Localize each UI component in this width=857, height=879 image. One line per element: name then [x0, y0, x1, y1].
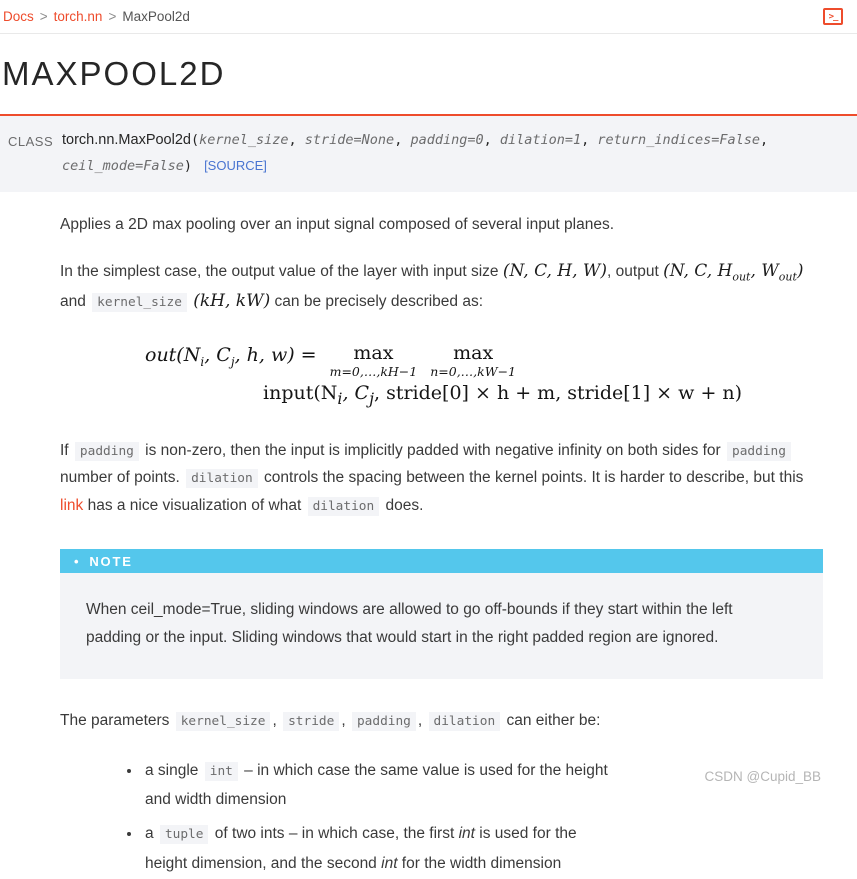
- note-label: NOTE: [89, 553, 133, 569]
- param-separator: ,: [581, 132, 598, 148]
- max-limit-m: m=0,…,kH−1: [329, 363, 418, 379]
- signature-line-1: [62, 128, 843, 153]
- param-ceil-mode: ceil_mode=False: [62, 158, 184, 174]
- code-padding: padding: [75, 442, 139, 461]
- param-separator: ,: [483, 132, 500, 148]
- param-kernel-size: kernel_size: [199, 132, 289, 148]
- breadcrumb-link-torch-nn[interactable]: torch.nn: [53, 9, 103, 24]
- code-padding: padding: [352, 712, 416, 731]
- param-return-indices: return_indices=False: [597, 132, 760, 148]
- breadcrumb-separator: >: [39, 9, 48, 24]
- math-input-size: (N, C, H, W): [502, 261, 608, 282]
- text-segment: controls the spacing between the kernel points. It is harder to describe, but this: [259, 469, 804, 487]
- math-segment: , h, w) =: [234, 343, 317, 366]
- text-segment: of two ints – in which case, the first: [210, 825, 459, 843]
- max-operator-n: [430, 341, 517, 379]
- class-label: CLASS: [8, 134, 54, 149]
- text-segment: a single: [145, 761, 203, 779]
- emphasis-int: int: [458, 825, 475, 843]
- math-segment: , W: [750, 261, 779, 282]
- math-segment: , stride[0] × h + m, stride[1] × w + n): [374, 381, 743, 404]
- code-kernel-size: kernel_size: [176, 712, 271, 731]
- note-text: When ceil_mode=True, sliding windows are allowed to go off-bounds if they start within the left padding or the input. Sliding windows that would start in the right padded region are ignored.: [86, 600, 733, 646]
- math-subscript-i: i: [337, 388, 343, 408]
- param-padding: padding=0: [410, 132, 484, 148]
- text-segment: number of points.: [60, 469, 185, 487]
- note-body: [60, 573, 823, 679]
- math-subscript-j: j: [369, 388, 374, 408]
- max-operator-m: [329, 341, 418, 379]
- source-link[interactable]: [SOURCE]: [204, 158, 267, 173]
- code-dilation: dilation: [429, 712, 501, 731]
- list-item-tuple: [142, 819, 615, 879]
- formula-lhs: [145, 344, 317, 369]
- math-subscript-i: i: [200, 354, 205, 369]
- math-kernel-size: (kH, kW): [193, 290, 271, 311]
- max-op: max: [453, 341, 494, 364]
- text-segment: is non-zero, then the input is implicitly padded with negative infinity on both sides for: [140, 442, 726, 460]
- signature-line-2: [62, 153, 843, 179]
- maxpool-formula: [145, 341, 823, 408]
- text-segment: ,: [341, 711, 350, 729]
- formula-line-1: [145, 341, 823, 379]
- intro-paragraph: [60, 211, 823, 238]
- class-signature: [62, 128, 843, 179]
- text-segment: ,: [272, 711, 282, 729]
- shortcuts-terminal-icon[interactable]: >_: [823, 8, 843, 25]
- text-segment: , output: [607, 263, 664, 281]
- math-subscript-j: j: [230, 354, 235, 369]
- text-segment: and: [60, 292, 91, 310]
- math-segment: , C: [204, 343, 231, 366]
- parameters-paragraph: [60, 707, 823, 734]
- breadcrumb: [0, 0, 857, 34]
- padding-paragraph: [60, 437, 823, 518]
- simplest-case-paragraph: [60, 257, 823, 317]
- math-segment: (N, C, H: [663, 261, 733, 282]
- note-bullet-icon: •: [74, 553, 81, 569]
- text-segment: a: [145, 825, 158, 843]
- math-subscript-out: out: [732, 270, 751, 284]
- math-output-size: [663, 261, 804, 284]
- param-separator: ,: [288, 132, 305, 148]
- trailing-comma: ,: [759, 132, 769, 148]
- intro-text: Applies a 2D max pooling over an input signal composed of several input planes.: [60, 216, 615, 233]
- note-admonition: [60, 549, 823, 679]
- breadcrumb-link-docs[interactable]: Docs: [3, 9, 34, 24]
- code-tuple: tuple: [160, 825, 209, 844]
- text-segment: If: [60, 442, 73, 460]
- param-separator: ,: [394, 132, 411, 148]
- param-dilation: dilation=1: [499, 132, 582, 148]
- csdn-watermark: CSDN @Cupid_BB: [704, 769, 821, 784]
- code-stride: stride: [283, 712, 339, 731]
- emphasis-int: int: [381, 854, 398, 872]
- param-stride: stride=None: [304, 132, 395, 148]
- text-segment: ,: [417, 711, 427, 729]
- code-int: int: [205, 762, 238, 781]
- breadcrumb-separator: >: [108, 9, 117, 24]
- max-op: max: [353, 341, 394, 364]
- text-segment: can either be:: [502, 711, 601, 729]
- text-segment: does.: [381, 496, 424, 514]
- text-segment: The parameters: [60, 711, 174, 729]
- text-segment: has a nice visualization of what: [83, 496, 306, 514]
- text-segment: – in which case the same value is used for the height and width dimension: [145, 761, 608, 809]
- class-signature-block: [0, 114, 857, 192]
- math-segment: input(N: [263, 381, 338, 404]
- page-title: MAXPOOL2D: [2, 55, 226, 92]
- math-segment: out(N: [145, 343, 201, 366]
- code-dilation: dilation: [186, 469, 258, 488]
- math-subscript-out: out: [778, 270, 797, 284]
- code-kernel-size: kernel_size: [92, 293, 187, 312]
- list-item-single-int: [142, 756, 615, 816]
- math-segment: ): [796, 261, 804, 282]
- text-segment: for the width dimension: [397, 854, 562, 872]
- max-limit-n: n=0,…,kW−1: [430, 363, 517, 379]
- text-segment: can be precisely described as:: [270, 292, 484, 310]
- text-segment: is used for the height dimension, and the second: [145, 825, 577, 872]
- code-dilation: dilation: [308, 497, 380, 516]
- class-name: torch.nn.MaxPool2d: [62, 132, 191, 148]
- note-header: [60, 549, 823, 573]
- text-segment: In the simplest case, the output value of the layer with input size: [60, 263, 503, 281]
- paren-close: ): [183, 158, 193, 174]
- dilation-visualization-link[interactable]: link: [60, 496, 84, 514]
- code-padding: padding: [727, 442, 791, 461]
- formula-line-2: [263, 382, 823, 408]
- breadcrumb-current: MaxPool2d: [122, 9, 190, 24]
- paren-open: (: [190, 132, 200, 148]
- parameter-options-list: [60, 756, 615, 879]
- math-segment: , C: [342, 381, 370, 404]
